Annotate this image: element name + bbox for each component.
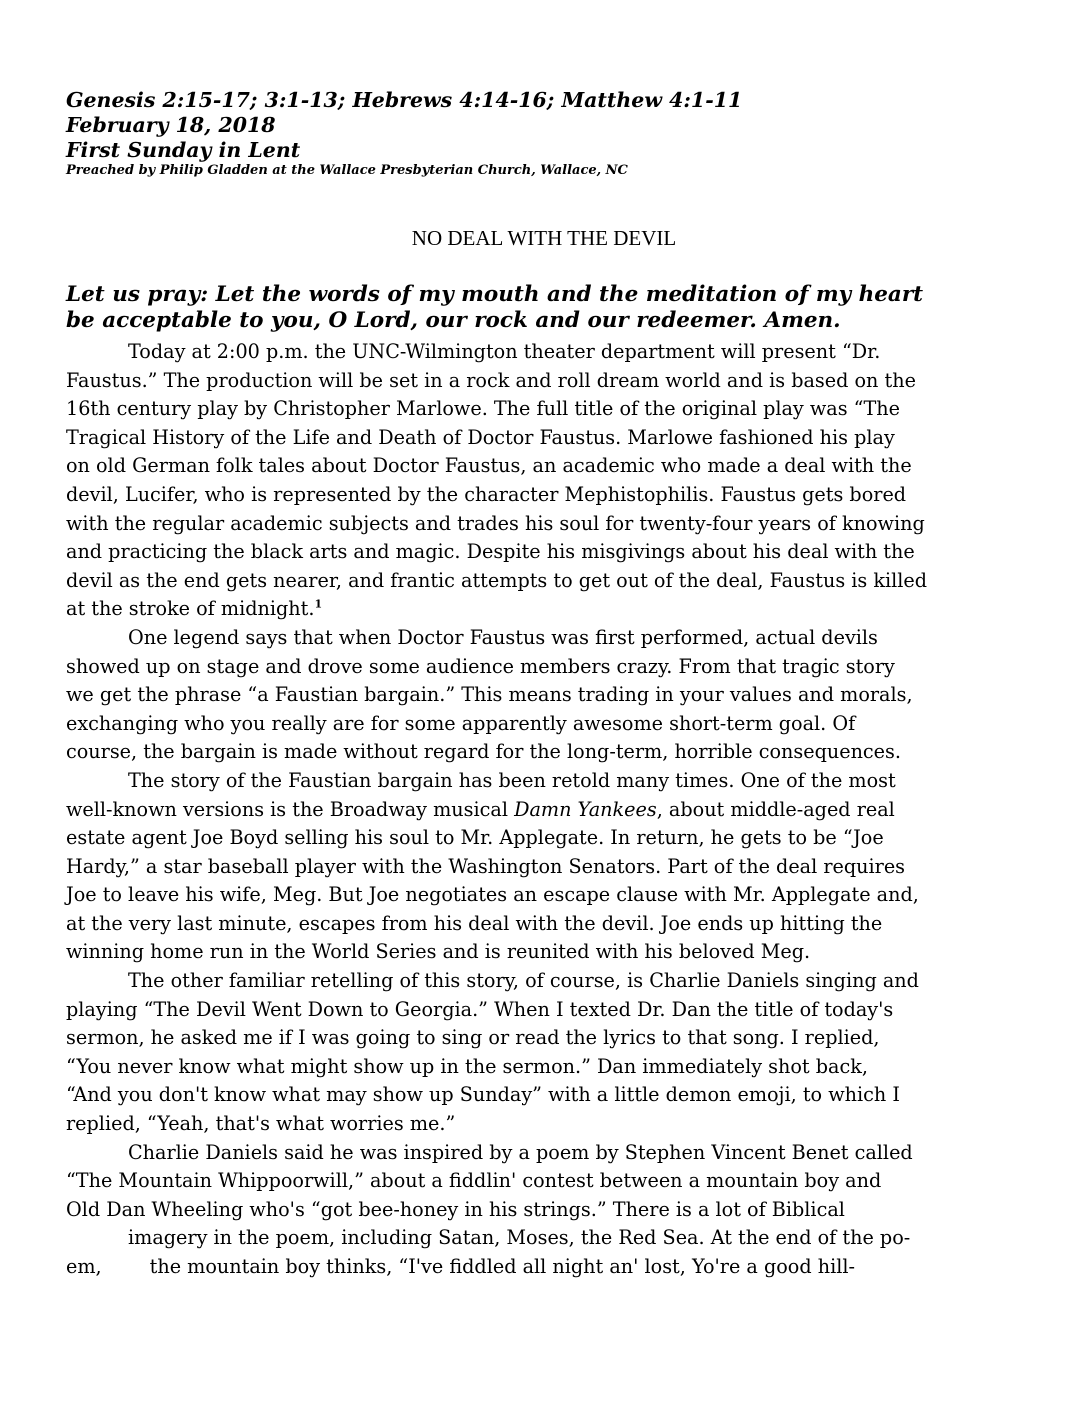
body-text: the mountain boy thinks, “I've fiddled all night an' lost, Yo're a good hill- <box>149 1255 855 1278</box>
prayer-line: be acceptable to you, O Lord, our rock and our redeemer. Amen. <box>66 308 841 333</box>
body-line: showed up on stage and drove some audience members crazy. From that tragic story <box>66 654 895 678</box>
body-line: exchanging who you really are for some apparently awesome short-term goal. Of <box>66 711 856 735</box>
footnote-marker[interactable]: 1 <box>314 597 323 611</box>
body-line: The other familiar retelling of this story, of course, is Charlie Daniels singing and <box>128 969 919 993</box>
body-line: Hardy,” a star baseball player with the Washington Senators. Part of the deal requires <box>66 854 906 878</box>
body-line: One legend says that when Doctor Faustus was first performed, actual devils <box>128 625 878 649</box>
preacher-credit: Preached by Philip Gladden at the Wallace Presbyterian Church, Wallace, NC <box>66 163 628 178</box>
opening-prayer <box>66 282 1036 334</box>
body-line: with the regular academic subjects and trades his soul for twenty-four years of knowing <box>66 511 925 535</box>
body-text: at the stroke of midnight. <box>66 597 315 621</box>
sermon-body <box>66 338 1030 1282</box>
body-line: 16th century play by Christopher Marlowe. The full title of the original play was “The <box>66 397 900 421</box>
body-line: on old German folk tales about Doctor Faustus, an academic who made a deal with the <box>66 454 912 478</box>
body-text: well-known versions is the Broadway musical <box>66 797 515 821</box>
liturgical-occasion: First Sunday in Lent <box>66 138 301 162</box>
body-line: replied, “Yeah, that's what worries me.” <box>66 1112 456 1136</box>
body-line: winning home run in the World Series and is reunited with his beloved Meg. <box>66 940 811 964</box>
body-text: em, <box>66 1255 102 1278</box>
body-line: “And you don't know what may show up Sunday” with a little demon emoji, to which I <box>66 1083 900 1107</box>
body-line: playing “The Devil Went Down to Georgia.” When I texted Dr. Dan the title of today's <box>66 997 894 1021</box>
body-line <box>66 1253 1030 1282</box>
sermon-title: NO DEAL WITH THE DEVIL <box>411 226 677 250</box>
body-line <box>66 595 1030 624</box>
body-line: and practicing the black arts and magic. Despite his misgivings about his deal with the <box>66 540 915 564</box>
scripture-reference: Genesis 2:15-17; 3:1-13; Hebrews 4:14-16; Matthew 4:1-11 <box>66 88 743 112</box>
body-line: devil, Lucifer, who is represented by the character Mephistophilis. Faustus gets bored <box>66 482 907 506</box>
body-line: Charlie Daniels said he was inspired by a poem by Stephen Vincent Benet called <box>128 1140 913 1164</box>
body-line: imagery in the poem, including Satan, Moses, the Red Sea. At the end of the po- <box>128 1226 911 1250</box>
sermon-date: February 18, 2018 <box>66 113 276 137</box>
body-line: course, the bargain is made without regard for the long-term, horrible consequences. <box>66 740 901 764</box>
body-line: estate agent Joe Boyd selling his soul to Mr. Applegate. In return, he gets to be “Joe <box>66 826 884 850</box>
body-line: Faustus.” The production will be set in a rock and roll dream world and is based on the <box>66 368 916 392</box>
body-line: Old Dan Wheeling who's “got bee-honey in his strings.” There is a lot of Biblical <box>66 1197 845 1221</box>
body-line: sermon, he asked me if I was going to sing or read the lyrics to that song. I replied, <box>66 1026 880 1050</box>
body-line: “You never know what might show up in the sermon.” Dan immediately shot back, <box>66 1054 868 1078</box>
musical-title: Damn Yankees <box>514 797 657 821</box>
body-line: devil as the end gets nearer, and frantic attempts to get out of the deal, Faustus is killed <box>66 568 928 592</box>
body-line <box>66 796 1030 825</box>
body-line: The story of the Faustian bargain has been retold many times. One of the most <box>128 768 896 792</box>
body-line: at the very last minute, escapes from his deal with the devil. Joe ends up hitting the <box>66 911 883 935</box>
body-line: Tragical History of the Life and Death of Doctor Faustus. Marlowe fashioned his play <box>66 425 895 449</box>
prayer-line: Let us pray: Let the words of my mouth and the meditation of my heart <box>66 282 924 307</box>
body-text: , about middle-aged real <box>656 797 895 821</box>
body-line: Today at 2:00 p.m. the UNC-Wilmington theater department will present “Dr. <box>128 340 881 363</box>
body-line: we get the phrase “a Faustian bargain.” This means trading in your values and morals, <box>66 683 913 707</box>
body-line: “The Mountain Whippoorwill,” about a fiddlin' contest between a mountain boy and <box>66 1169 882 1193</box>
body-line: Joe to leave his wife, Meg. But Joe negotiates an escape clause with Mr. Applegate and, <box>66 883 919 907</box>
